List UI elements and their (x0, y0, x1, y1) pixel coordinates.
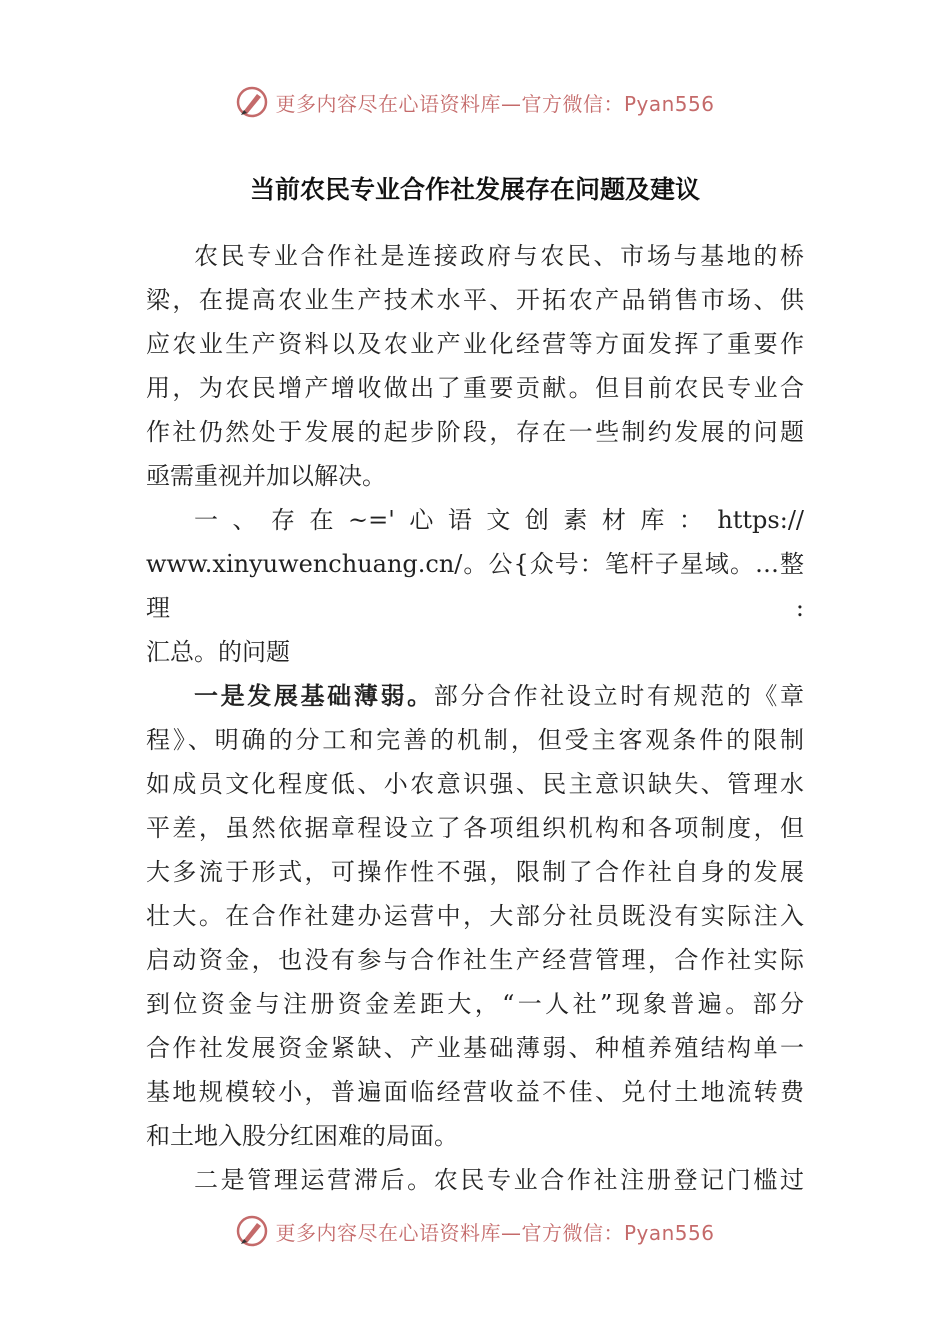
text-line: 启动资金，也没有参与合作社生产经营管理，合作社实际 (146, 946, 804, 974)
pen-logo-icon (235, 1214, 269, 1248)
text-line: 到位资金与注册资金差距大，“一人社”现象普遍。部分 (146, 990, 804, 1018)
pen-logo-icon (235, 85, 269, 119)
text-line: 大多流于形式，可操作性不强，限制了合作社自身的发展 (146, 858, 804, 886)
text-line: 二是管理运营滞后。农民专业合作社注册登记门槛过 (194, 1166, 804, 1194)
text-line: 汇总。的问题 (146, 638, 290, 666)
text-line: 作社仍然处于发展的起步阶段，存在一些制约发展的问题 (146, 418, 804, 446)
banner-text: 更多内容尽在心语资料库—官方微信：Pyan556 (275, 91, 715, 116)
text-line: 用，为农民增产增收做出了重要贡献。但目前农民专业合 (146, 374, 804, 402)
text-line: 平差，虽然依据章程设立了各项组织机构和各项制度，但 (146, 814, 804, 842)
document-body (146, 234, 804, 1202)
text-line: 梁，在提高农业生产技术水平、开拓农产品销售市场、供 (146, 286, 804, 314)
section-heading-1 (146, 498, 804, 674)
text-line: 亟需重视并加以解决。 (146, 462, 386, 490)
intro-paragraph (146, 234, 804, 498)
banner-text: 更多内容尽在心语资料库—官方微信：Pyan556 (275, 1220, 715, 1245)
text-line: 壮大。在合作社建办运营中，大部分社员既没有实际注入 (146, 902, 804, 930)
text-line: 程》、明确的分工和完善的机制，但受主客观条件的限制 (146, 726, 804, 754)
point-one-heading: 一是发展基础薄弱。 (194, 681, 434, 710)
text-line: 和土地入股分红困难的局面。 (146, 1122, 458, 1150)
page-title: 当前农民专业合作社发展存在问题及建议 (249, 175, 700, 204)
text-line: 合作社发展资金紧缺、产业基础薄弱、种植养殖结构单一 (146, 1034, 804, 1062)
text-line: 应农业生产资料以及农业产业化经营等方面发挥了重要作 (146, 330, 804, 358)
header-watermark-banner (0, 82, 950, 122)
text-line: 基地规模较小，普遍面临经营收益不佳、兑付土地流转费 (146, 1078, 804, 1106)
footer-watermark-banner (0, 1211, 950, 1251)
text-line: www.xinyuwenchuang.cn/。公{众号：笔杆子星域。…整理: (146, 550, 804, 622)
text-line: 如成员文化程度低、小农意识强、民主意识缺失、管理水 (146, 770, 804, 798)
text-line: 一、存在~='心语文创素材库：https:// (194, 506, 804, 534)
point-two-paragraph (146, 1158, 804, 1202)
text-line (146, 674, 804, 718)
text-fragment: 部分合作社设立时有规范的《章 (433, 682, 805, 710)
point-one-paragraph (146, 674, 804, 1158)
text-line: 农民专业合作社是连接政府与农民、市场与基地的桥 (194, 242, 804, 270)
